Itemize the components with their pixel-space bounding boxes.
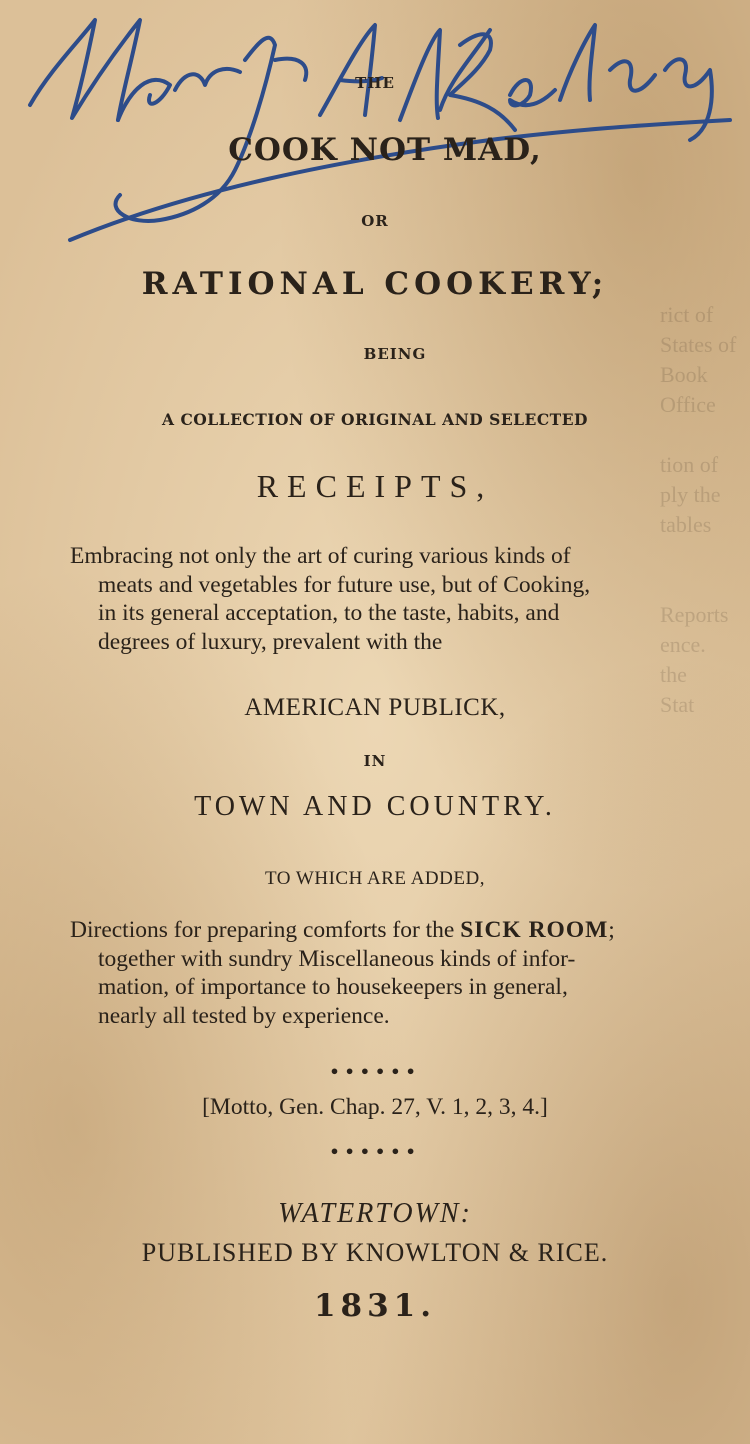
publication-place: WATERTOWN:: [278, 1198, 472, 1229]
description-line: degrees of luxury, prevalent with the: [98, 628, 443, 655]
title-article: THE: [355, 74, 395, 92]
book-subtitle: RATIONAL COOKERY;: [141, 266, 609, 302]
description-line: meats and vegetables for future use, but of Cooking,: [98, 571, 591, 598]
town-and-country: TOWN AND COUNTRY.: [194, 791, 556, 822]
directions-text: Directions for preparing comforts for the: [70, 917, 455, 943]
collection-line: A COLLECTION OF ORIGINAL AND SELECTED: [162, 410, 588, 429]
publication-year: 1831.: [313, 1288, 437, 1324]
sick-room-text: SICK ROOM: [460, 917, 609, 943]
bleed-through-text: rict of States of Book Office tion of ply the tables Reports ence. the Stat: [660, 302, 737, 717]
ornament-dots: ••••••: [329, 1062, 421, 1081]
description-line: in its general acceptation, to the taste, habits, and: [98, 600, 560, 626]
motto: [Motto, Gen. Chap. 27, V. 1, 2, 3, 4.]: [202, 1094, 548, 1120]
american-publick: AMERICAN PUBLICK,: [244, 694, 506, 721]
which-are-added: TO WHICH ARE ADDED,: [265, 868, 485, 889]
description-paragraph: [70, 542, 740, 656]
directions-line: nearly all tested by experience.: [98, 1002, 390, 1029]
directions-line: [70, 916, 740, 945]
directions-line: mation, of importance to housekeepers in general,: [98, 974, 568, 1000]
title-or: OR: [361, 212, 389, 230]
directions-punct: ;: [608, 917, 615, 943]
title-in: IN: [363, 752, 387, 770]
directions-paragraph: [70, 916, 740, 1030]
receipts-heading: RECEIPTS,: [256, 468, 494, 504]
ornament-dots: ••••••: [329, 1142, 421, 1161]
publisher: PUBLISHED BY KNOWLTON & RICE.: [141, 1238, 609, 1267]
title-being: BEING: [363, 345, 427, 363]
book-title: COOK NOT MAD,: [228, 132, 542, 168]
description-line: Embracing not only the art of curing various kinds of: [70, 543, 571, 569]
directions-line: together with sundry Miscellaneous kinds of infor-: [98, 945, 576, 972]
